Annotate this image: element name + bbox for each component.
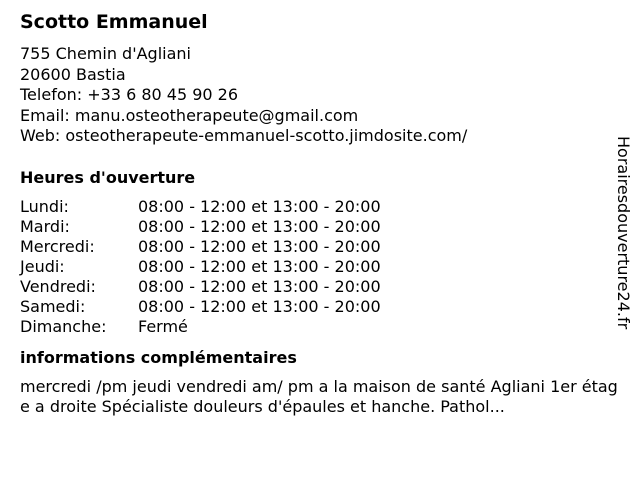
info-title: informations complémentaires	[20, 347, 297, 367]
hours-day: Vendredi:	[20, 276, 96, 296]
hours-day: Mardi:	[20, 216, 70, 236]
city-line: 20600 Bastia	[20, 64, 126, 84]
hours-row	[20, 237, 610, 257]
hours-time: 08:00 - 12:00 et 13:00 - 20:00	[138, 236, 381, 256]
hours-row	[20, 317, 610, 337]
hours-time: Fermé	[138, 316, 188, 336]
hours-time: 08:00 - 12:00 et 13:00 - 20:00	[138, 216, 381, 236]
hours-day: Jeudi:	[20, 256, 65, 276]
hours-row	[20, 257, 610, 277]
hours-row	[20, 217, 610, 237]
email-line: Email: manu.osteotherapeute@gmail.com	[20, 105, 359, 125]
hours-day: Lundi:	[20, 196, 69, 216]
hours-row	[20, 197, 610, 217]
info-text: mercredi /pm jeudi vendredi am/ pm a la maison de santé Agliani 1er étage a droite Spécialiste douleurs d'épaules et hanche. Pathol...	[20, 376, 618, 416]
phone-line: Telefon: +33 6 80 45 90 26	[20, 85, 239, 104]
site-watermark: Horairesdouverture24.fr	[614, 136, 633, 330]
hours-table	[20, 197, 610, 337]
business-name: Scotto Emmanuel	[20, 11, 208, 33]
hours-title: Heures d'ouverture	[20, 167, 196, 187]
address-line: 755 Chemin d'Agliani	[20, 44, 191, 63]
hours-time: 08:00 - 12:00 et 13:00 - 20:00	[138, 296, 381, 316]
hours-time: 08:00 - 12:00 et 13:00 - 20:00	[138, 256, 381, 276]
hours-day: Dimanche:	[20, 316, 107, 336]
hours-row	[20, 297, 610, 317]
hours-row	[20, 277, 610, 297]
web-line: Web: osteotherapeute-emmanuel-scotto.jimdosite.com/	[20, 126, 468, 145]
hours-time: 08:00 - 12:00 et 13:00 - 20:00	[138, 276, 381, 296]
hours-day: Mercredi:	[20, 236, 95, 256]
hours-day: Samedi:	[20, 296, 86, 316]
hours-time: 08:00 - 12:00 et 13:00 - 20:00	[138, 196, 381, 216]
business-card	[20, 8, 618, 417]
